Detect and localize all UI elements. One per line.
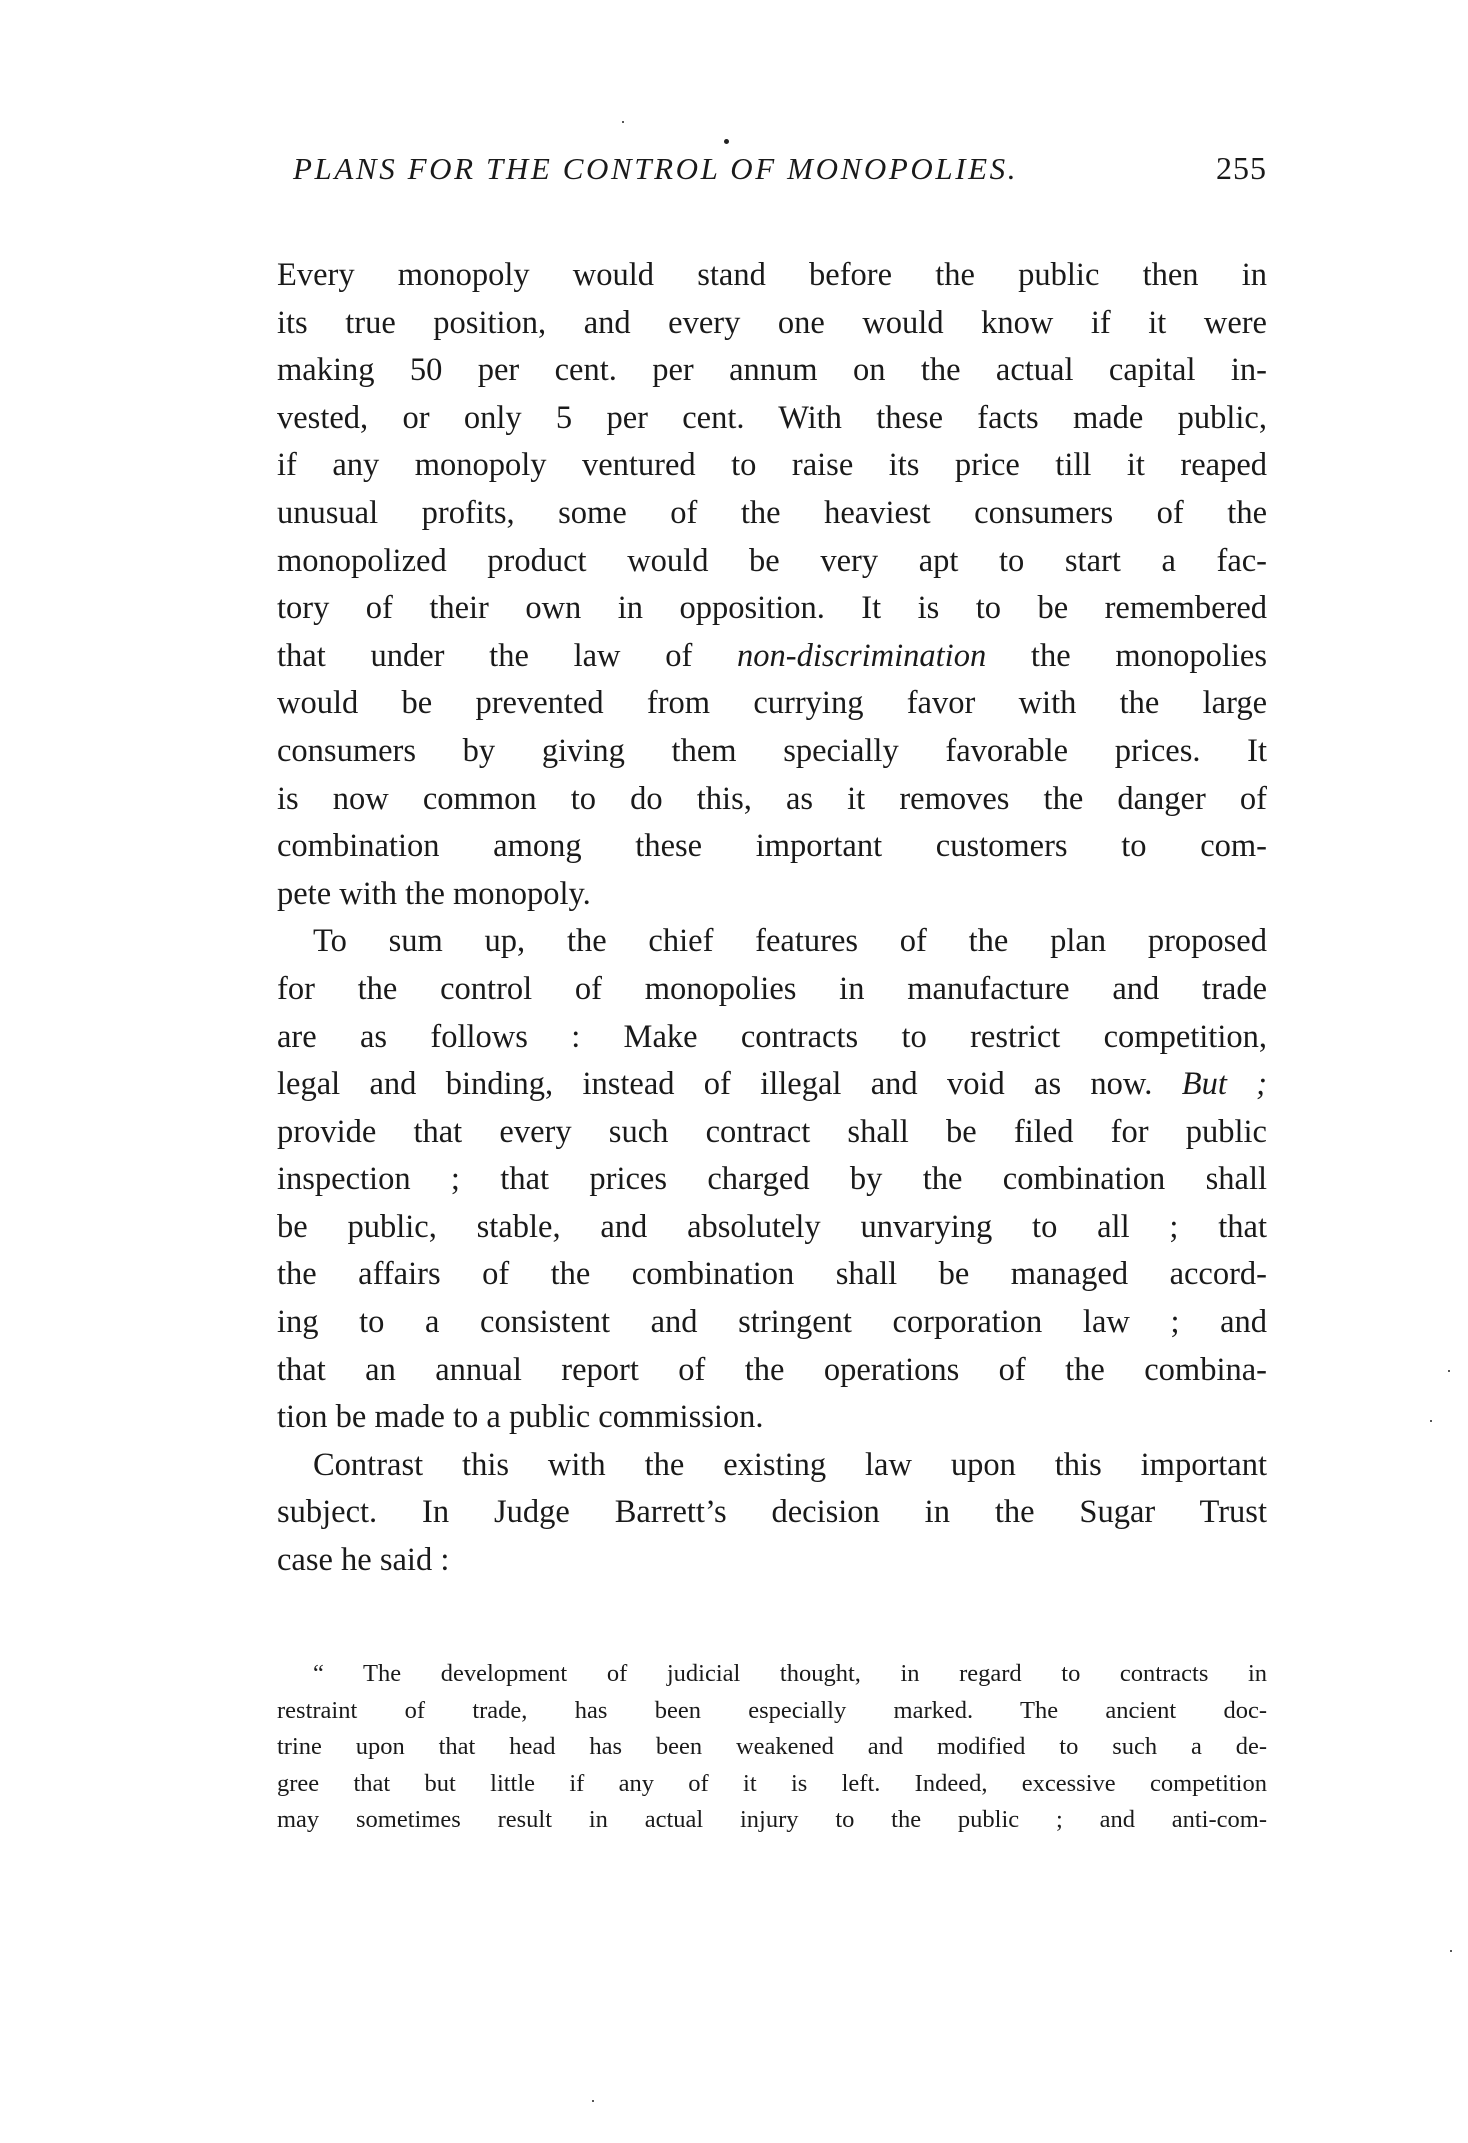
text-line: would be prevented from currying favor with the large <box>277 685 1267 722</box>
text-line: consumers by giving them specially favorable prices. It <box>277 732 1267 769</box>
text-line: provide that every such contract shall be filed for public <box>277 1113 1267 1150</box>
scan-speck <box>592 2100 594 2102</box>
text-line: for the control of monopolies in manufacture and trade <box>277 970 1267 1007</box>
running-title: PLANS FOR THE CONTROL OF MONOPOLIES. <box>293 151 1019 186</box>
text-line: combination among these important customers to com- <box>277 828 1267 865</box>
scan-speck <box>1430 1420 1432 1422</box>
text-line: subject. In Judge Barrett’s decision in the Sugar Trust <box>277 1494 1267 1531</box>
quote-line: “ The development of judicial thought, in regard to contracts in <box>313 1660 1267 1687</box>
text-line: are as follows : Make contracts to restrict competition, <box>277 1018 1267 1055</box>
quote-line: restraint of trade, has been especially marked. The ancient doc- <box>277 1696 1267 1724</box>
text-line: vested, or only 5 per cent. With these facts made public, <box>277 399 1267 436</box>
quote-line: gree that but little if any of it is left. Indeed, excessive competition <box>277 1769 1267 1797</box>
paragraph <box>277 918 1267 1442</box>
text-line: if any monopoly ventured to raise its price till it reaped <box>277 447 1267 484</box>
quote-line: trine upon that head has been weakened and modified to such a de- <box>277 1733 1267 1760</box>
text-line: Every monopoly would stand before the public then in <box>277 257 1267 293</box>
text-line: making 50 per cent. per annum on the actual capital in- <box>277 352 1267 389</box>
text-run: that under the law of <box>277 637 738 674</box>
text-run: the monopolies <box>986 637 1268 674</box>
scan-speck <box>1448 1370 1450 1372</box>
text-line: that an annual report of the operations of the combina- <box>277 1351 1267 1388</box>
text-run: legal and binding, instead of illegal and void as now. <box>277 1066 1182 1103</box>
paragraph <box>277 252 1267 918</box>
text-line: To sum up, the chief features of the plan proposed <box>313 923 1267 960</box>
running-head <box>277 150 1267 200</box>
body-text <box>277 252 1267 1585</box>
page-number: 255 <box>1216 150 1267 186</box>
italic-term: But ; <box>1181 1066 1267 1103</box>
text-line: case he said : <box>277 1542 450 1579</box>
text-line: Contrast this with the existing law upon this important <box>313 1446 1267 1483</box>
text-line: tion be made to a public commission. <box>277 1399 764 1436</box>
text-line: tory of their own in opposition. It is to be remembered <box>277 590 1267 627</box>
scan-speck <box>1450 1950 1452 1952</box>
text-line: ing to a consistent and stringent corporation law ; and <box>277 1304 1267 1341</box>
scan-speck <box>724 139 729 144</box>
text-line: inspection ; that prices charged by the combination shall <box>277 1161 1267 1198</box>
italic-term: non-discrimination <box>737 637 987 674</box>
text-line <box>277 1061 1267 1109</box>
text-line: unusual profits, some of the heaviest consumers of the <box>277 494 1267 531</box>
quote-line: may sometimes result in actual injury to the public ; and anti-com- <box>277 1806 1267 1833</box>
text-line: the affairs of the combination shall be managed accord- <box>277 1256 1267 1293</box>
paragraph <box>277 1442 1267 1585</box>
text-line: monopolized product would be very apt to start a fac- <box>277 542 1267 579</box>
text-line: pete with the monopoly. <box>277 875 591 912</box>
text-line: be public, stable, and absolutely unvarying to all ; that <box>277 1208 1267 1245</box>
scan-speck <box>622 121 624 123</box>
text-line: is now common to do this, as it removes the danger of <box>277 780 1267 817</box>
block-quotation <box>277 1656 1267 1839</box>
text-line <box>277 633 1267 681</box>
text-line: its true position, and every one would know if it were <box>277 304 1267 341</box>
